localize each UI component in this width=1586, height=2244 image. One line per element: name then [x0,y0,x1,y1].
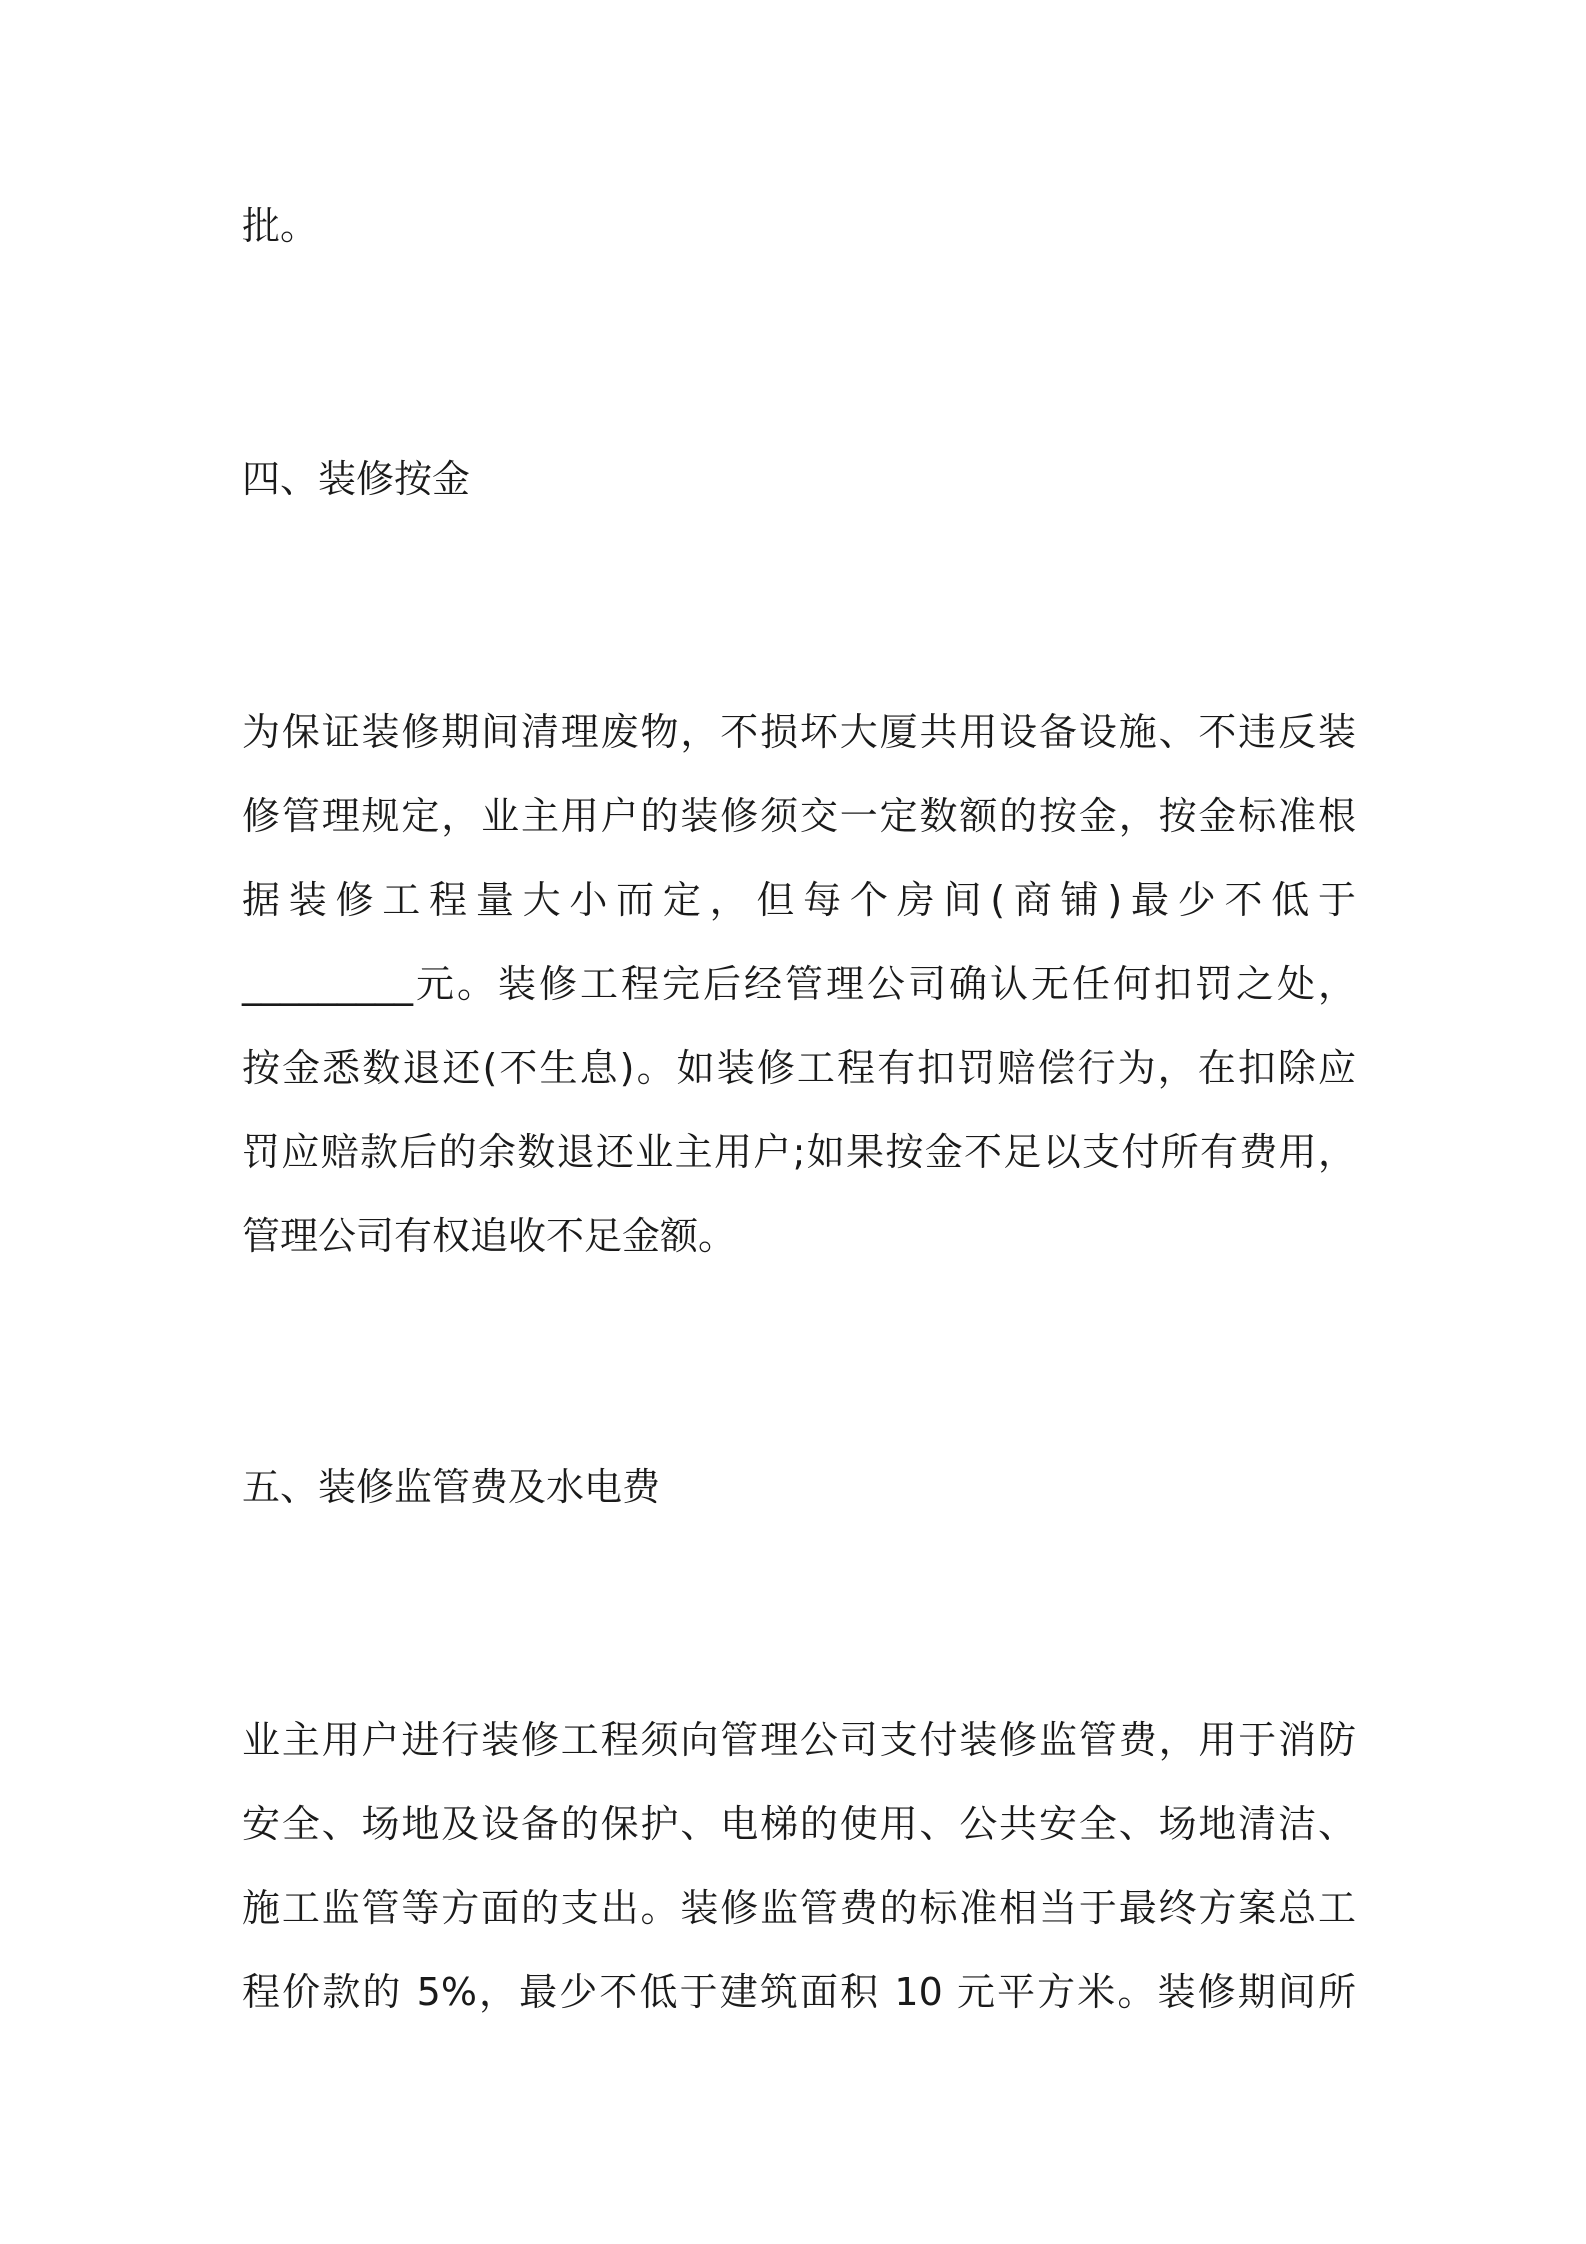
fragment-line: 批。 [242,204,319,248]
paragraph-line: 罚应赔款后的余数退还业主用户;如果按金不足以支付所有费用， [242,1130,1356,1174]
paragraph-line: 施工监管等方面的支出。装修监管费的标准相当于最终方案总工 [242,1886,1356,1930]
paragraph-line: 业主用户进行装修工程须向管理公司支付装修监管费，用于消防 [242,1718,1356,1762]
paragraph-line: 按金悉数退还(不生息)。如装修工程有扣罚赔偿行为，在扣除应 [242,1046,1356,1090]
section-5-heading: 五、装修监管费及水电费 [242,1465,661,1509]
paragraph-line: _________元。装修工程完后经管理公司确认无任何扣罚之处， [242,962,1356,1006]
paragraph-line: 修管理规定，业主用户的装修须交一定数额的按金，按金标准根 [242,794,1356,838]
paragraph-line: 管理公司有权追收不足金额。 [242,1214,737,1258]
section-4-heading: 四、装修按金 [242,457,471,501]
paragraph-line: 据装修工程量大小而定，但每个房间(商铺)最少不低于 [242,878,1356,922]
paragraph-line: 程价款的 5%，最少不低于建筑面积 10 元平方米。装修期间所 [242,1970,1356,2014]
paragraph-line: 安全、场地及设备的保护、电梯的使用、公共安全、场地清洁、 [242,1802,1356,1846]
paragraph-line: 为保证装修期间清理废物，不损坏大厦共用设备设施、不违反装 [242,710,1356,754]
